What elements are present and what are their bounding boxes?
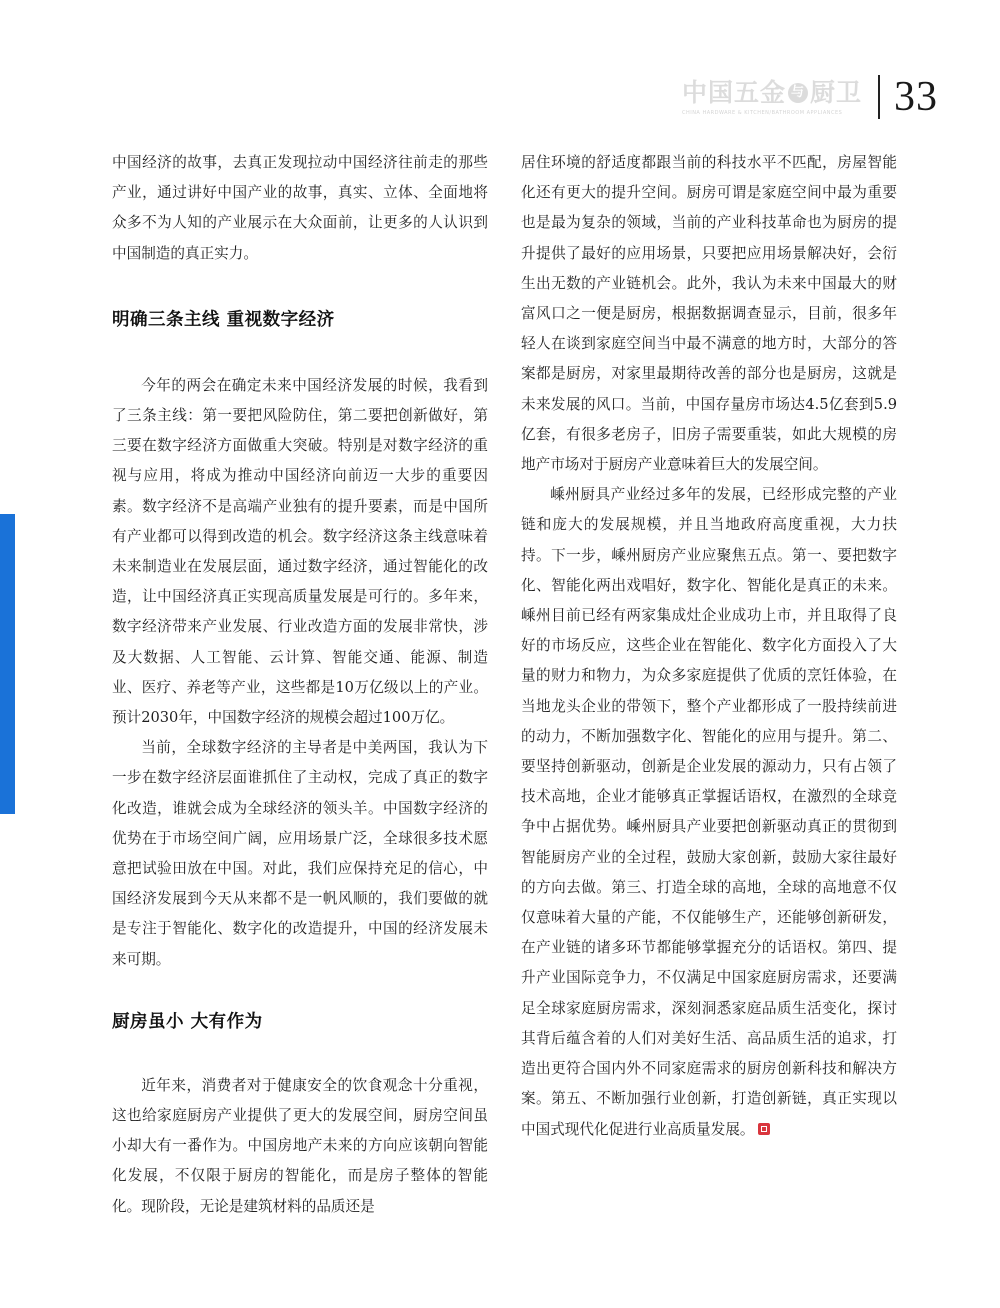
logo-text-b: 厨卫 [809, 77, 862, 107]
paragraph: 当前，全球数字经济的主导者是中美两国，我认为下一步在数字经济层面谁抓住了主动权，完成了真正的数字化改造，谁就会成为全球经济的领头羊。中国数字经济的优势在于市场空间广阔，应用场景广泛，全球很多技术愿意把试验田放在中国。对此，我们应保持充足的信心，中国经济发展到今天从来都不是一帆风顺的，我们要做的就是专注于智能化、数字化的改造提升，中国的经济发展未来可期。 [112, 739, 488, 968]
paragraph: 中国经济的故事，去真正发现拉动中国经济往前走的那些产业，通过讲好中国产业的故事，真实、立体、全面地将众多不为人知的产业展示在大众面前，让更多的人认识到中国制造的真正实力。 [112, 154, 488, 262]
paragraph: 近年来，消费者对于健康安全的饮食观念十分重视，这也给家庭厨房产业提供了更大的发展空间，厨房空间虽小却大有一番作为。中国房地产未来的方向应该朝向智能化发展，不仅限于厨房的智能化，而是房子整体的智能化。现阶段，无论是建筑材料的品质还是 [112, 1076, 488, 1215]
logo-subtitle: CHINA HARDWARE & KITCHEN/BATHROOM APPLIANCES [681, 109, 843, 116]
magazine-logo [682, 79, 862, 116]
paragraph: 今年的两会在确定未来中国经济发展的时候，我看到了三条主线：第一要把风险防住，第二要把创新做好，第三要在数字经济方面做重大突破。特别是对数字经济的重视与应用，将成为推动中国经济向前迈一大步的重要因素。数字经济不是高端产业独有的提升要素，而是中国所有产业都可以得到改造的机会。数字经济这条主线意味着未来制造业在发展层面，通过数字经济，通过智能化的改造，让中国经济真正实现高质量发展是可行的。多年来，数字经济带来产业发展、行业改造方面的发展非常快，涉及大数据、人工智能、云计算、智能交通、能源、制造业、医疗、养老等产业，这些都是10万亿级以上的产业。预计2030年，中国数字经济的规模会超过100万亿。 [112, 376, 488, 727]
section-heading: 厨房虽小 大有作为 [112, 1011, 263, 1032]
article-end-icon [758, 1123, 770, 1135]
side-accent-bar [0, 514, 15, 814]
page-number: 33 [894, 74, 938, 120]
logo-mark-icon: 与 [788, 83, 808, 103]
right-column [521, 148, 897, 1145]
section-heading: 明确三条主线 重视数字经济 [112, 309, 335, 330]
logo-wordmark [682, 79, 862, 107]
header-divider [878, 75, 880, 119]
page-header [682, 70, 938, 124]
logo-text-a: 中国五金 [681, 77, 786, 107]
paragraph [521, 480, 897, 1144]
left-column [112, 148, 488, 1222]
paragraph: 居住环境的舒适度都跟当前的科技水平不匹配，房屋智能化还有更大的提升空间。厨房可谓是家庭空间中最为重要也是最为复杂的领域，当前的产业科技革命也为厨房的提升提供了最好的应用场景，只要把应用场景解决好，会衍生出无数的产业链机会。此外，我认为未来中国最大的财富风口之一便是厨房，根据数据调查显示，目前，很多年轻人在谈到家庭空间当中最不满意的地方时，大部分的答案都是厨房，对家里最期待改善的部分也是厨房，这就是未来发展的风口。当前，中国存量房市场达4.5亿套到5.9亿套，有很多老房子，旧房子需要重装，如此大规模的房地产市场对于厨房产业意味着巨大的发展空间。 [521, 154, 897, 474]
paragraph-text: 嵊州厨具产业经过多年的发展，已经形成完整的产业链和庞大的发展规模，并且当地政府高度重视，大力扶持。下一步，嵊州厨房产业应聚焦五点。第一、要把数字化、智能化两出戏唱好，数字化、智能化是真正的未来。嵊州目前已经有两家集成灶企业成功上市，并且取得了良好的市场反应，这些企业在智能化、数字化方面投入了大量的财力和物力，为众多家庭提供了优质的烹饪体验，在当地龙头企业的带领下，整个产业都形成了一股持续前进的动力，不断加强数字化、智能化的应用与提升。第二、要坚持创新驱动，创新是企业发展的源动力，只有占领了技术高地，企业才能够真正掌握话语权，在激烈的全球竞争中占据优势。嵊州厨具产业要把创新驱动真正的贯彻到智能厨房产业的全过程，鼓励大家创新，鼓励大家往最好的方向去做。第三、打造全球的高地，全球的高地意不仅仅意味着大量的产能，不仅能够生产，还能够创新研发，在产业链的诸多环节都能够掌握充分的话语权。第四、提升产业国际竞争力，不仅满足中国家庭厨房需求，还要满足全球家庭厨房需求，深刻洞悉家庭品质生活变化，探讨其背后蕴含着的人们对美好生活、高品质生活的追求，打造出更符合国内外不同家庭需求的厨房创新科技和解决方案。第五、不断加强行业创新，打造创新链，真正实现以中国式现代化促进行业高质量发展。 [521, 486, 897, 1138]
